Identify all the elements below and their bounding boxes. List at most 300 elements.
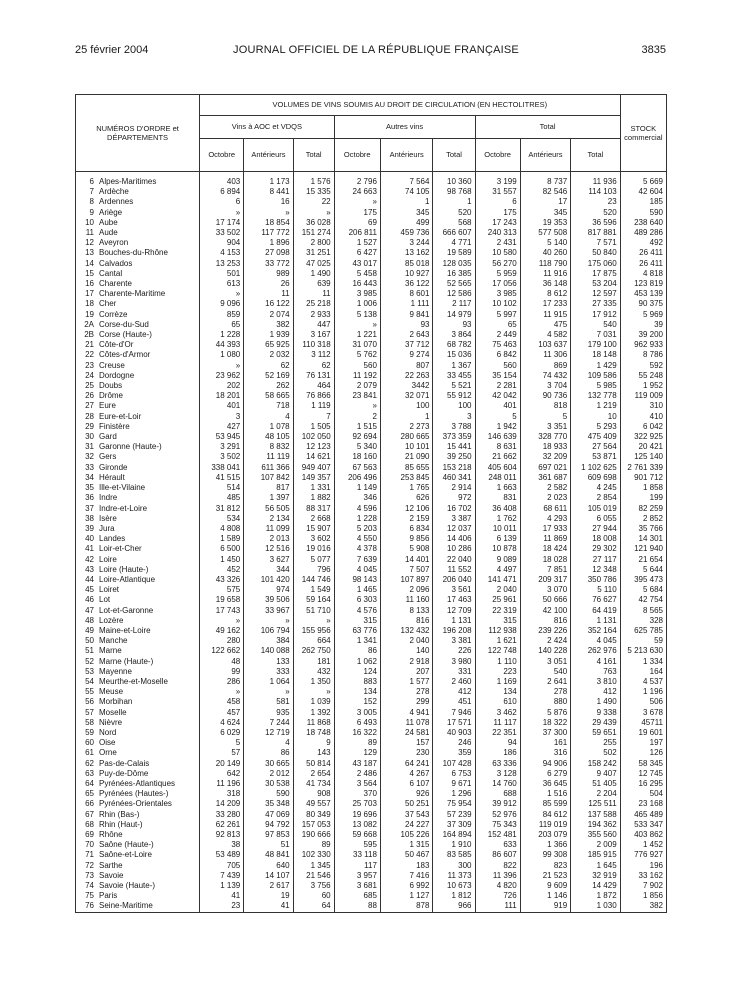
- value-cell: 39: [620, 320, 666, 330]
- value-cell: 11 078: [380, 718, 433, 728]
- value-cell: 831: [475, 493, 520, 503]
- value-cell: 3442: [380, 381, 433, 391]
- dept-name: Isère: [99, 513, 117, 523]
- value-cell: 12 597: [571, 289, 620, 299]
- dept-name: Charente-Maritime: [99, 289, 166, 299]
- dept-cell: [76, 381, 200, 391]
- value-cell: 86 607: [475, 850, 520, 860]
- value-cell: 14 209: [200, 799, 244, 809]
- dept-name: Indre: [99, 493, 118, 503]
- value-cell: 185: [620, 197, 666, 207]
- value-cell: 19 589: [433, 248, 475, 258]
- value-cell: 17 571: [433, 718, 475, 728]
- value-cell: 125 511: [571, 799, 620, 809]
- value-cell: 2 668: [293, 514, 334, 524]
- value-cell: 62 261: [200, 820, 244, 830]
- value-cell: 17 875: [571, 269, 620, 279]
- dept-cell: [76, 748, 200, 758]
- value-cell: 262 976: [571, 646, 620, 656]
- value-cell: 59 651: [571, 728, 620, 738]
- value-cell: 157 053: [293, 820, 334, 830]
- value-cell: 12 586: [433, 289, 475, 299]
- value-cell: 31 812: [200, 504, 244, 514]
- value-cell: 10 360: [433, 172, 475, 188]
- table-row: [76, 172, 667, 188]
- value-cell: 12 709: [433, 606, 475, 616]
- dept-number: 45: [85, 585, 94, 595]
- value-cell: 64 241: [380, 759, 433, 769]
- value-cell: 5 110: [571, 585, 620, 595]
- table-row: [76, 840, 667, 850]
- value-cell: 4 624: [200, 718, 244, 728]
- value-cell: 3 291: [200, 442, 244, 452]
- dept-cell: [76, 330, 200, 340]
- value-cell: 316: [520, 748, 570, 758]
- value-cell: 1 939: [244, 330, 293, 340]
- value-cell: 16 385: [433, 269, 475, 279]
- dept-number: 36: [85, 493, 94, 503]
- value-cell: 19 601: [620, 728, 666, 738]
- table-row: [76, 524, 667, 534]
- dept-cell: [76, 861, 200, 871]
- value-cell: 105 019: [571, 504, 620, 514]
- value-cell: 10 286: [433, 544, 475, 554]
- value-cell: 25 703: [334, 799, 380, 809]
- value-cell: 1 196: [620, 687, 666, 697]
- value-cell: 22 040: [433, 555, 475, 565]
- value-cell: 37 543: [380, 810, 433, 820]
- value-cell: 3 561: [433, 585, 475, 595]
- dept-name: Maine-et-Loire: [99, 625, 151, 635]
- header-page-number: 3835: [641, 44, 666, 56]
- value-cell: 51 405: [571, 779, 620, 789]
- dept-number: 27: [85, 401, 94, 411]
- dept-cell: [76, 677, 200, 687]
- value-cell: 880: [520, 697, 570, 707]
- value-cell: 328 770: [520, 432, 570, 442]
- value-cell: 50 467: [380, 850, 433, 860]
- dept-number: 31: [85, 442, 94, 452]
- dept-column-header: [76, 95, 200, 172]
- table-row: [76, 422, 667, 432]
- value-cell: 37 300: [520, 728, 570, 738]
- value-cell: 199: [620, 493, 666, 503]
- value-cell: 3 627: [244, 555, 293, 565]
- value-cell: 2 486: [334, 769, 380, 779]
- value-cell: 90 736: [520, 391, 570, 401]
- dept-cell: [76, 371, 200, 381]
- value-cell: 151 274: [293, 228, 334, 238]
- value-cell: 2 914: [433, 483, 475, 493]
- value-cell: 3 864: [433, 330, 475, 340]
- value-cell: 328: [620, 616, 666, 626]
- value-cell: 11 552: [433, 565, 475, 575]
- value-cell: 12 516: [244, 544, 293, 554]
- dept-cell: [76, 595, 200, 605]
- dept-number: 13: [85, 248, 94, 258]
- dept-name: Morbihan: [99, 697, 133, 707]
- table-row: [76, 259, 667, 269]
- value-cell: 666 607: [433, 228, 475, 238]
- value-cell: 17 243: [475, 218, 520, 228]
- dept-cell: [76, 172, 200, 188]
- value-cell: 1: [380, 412, 433, 422]
- value-cell: 1 515: [334, 422, 380, 432]
- value-cell: 2 013: [244, 534, 293, 544]
- dept-number: 8: [89, 197, 94, 207]
- dept-cell: [76, 636, 200, 646]
- value-cell: 818: [520, 401, 570, 411]
- value-cell: 140 088: [244, 646, 293, 656]
- value-cell: 69: [334, 218, 380, 228]
- value-cell: 3 756: [293, 881, 334, 891]
- value-cell: 18 322: [520, 718, 570, 728]
- value-cell: 8 631: [475, 442, 520, 452]
- dept-name: Ariège: [99, 207, 123, 217]
- value-cell: 4 045: [571, 636, 620, 646]
- dept-cell: [76, 401, 200, 411]
- dept-cell: [76, 493, 200, 503]
- value-cell: 8 601: [380, 289, 433, 299]
- value-cell: 6 427: [334, 248, 380, 258]
- value-cell: 459 736: [380, 228, 433, 238]
- value-cell: 5 213 630: [620, 646, 666, 656]
- value-cell: 5 340: [334, 442, 380, 452]
- value-cell: 30 538: [244, 779, 293, 789]
- dept-cell: [76, 452, 200, 462]
- value-cell: 346: [334, 493, 380, 503]
- value-cell: 410: [620, 412, 666, 422]
- value-cell: 105 226: [380, 830, 433, 840]
- dept-name: Corrèze: [99, 309, 128, 319]
- value-cell: 1 080: [200, 350, 244, 360]
- value-cell: 92 813: [200, 830, 244, 840]
- value-cell: 32 071: [380, 391, 433, 401]
- value-cell: 4 045: [334, 565, 380, 575]
- table-row: [76, 208, 667, 218]
- table-row: [76, 708, 667, 718]
- dept-cell: [76, 412, 200, 422]
- dept-name: Ardèche: [99, 187, 129, 197]
- value-cell: 262 750: [293, 646, 334, 656]
- value-cell: 5 876: [520, 708, 570, 718]
- dept-name: Meurthe-et-Moselle: [99, 676, 168, 686]
- value-cell: 22 351: [475, 728, 520, 738]
- dept-name: Drôme: [99, 391, 124, 401]
- dept-number: 11: [85, 228, 94, 238]
- value-cell: 35 154: [475, 371, 520, 381]
- value-cell: 1 228: [200, 330, 244, 340]
- dept-number: 28: [85, 411, 94, 421]
- dept-name: Loir-et-Cher: [99, 544, 142, 554]
- dept-cell: [76, 218, 200, 228]
- value-cell: 11 192: [334, 371, 380, 381]
- value-cell: 8 832: [244, 442, 293, 452]
- value-cell: 207: [380, 667, 433, 677]
- value-cell: 51 710: [293, 606, 334, 616]
- value-cell: 92 694: [334, 432, 380, 442]
- value-cell: 506: [620, 697, 666, 707]
- dept-name: Côte-d'Or: [99, 340, 134, 350]
- header-date: 25 février 2004: [75, 44, 149, 56]
- value-cell: 485: [200, 493, 244, 503]
- value-cell: 19: [244, 891, 293, 901]
- value-cell: »: [334, 197, 380, 207]
- value-cell: 43 326: [200, 575, 244, 585]
- value-cell: 85 599: [520, 799, 570, 809]
- value-cell: 361 687: [520, 473, 570, 483]
- value-cell: »: [200, 208, 244, 218]
- value-cell: 382: [244, 320, 293, 330]
- dept-cell: [76, 891, 200, 901]
- dept-number: 14: [85, 258, 94, 268]
- value-cell: 65: [475, 320, 520, 330]
- value-cell: 60: [293, 891, 334, 901]
- value-cell: 3 005: [334, 708, 380, 718]
- dept-cell: [76, 585, 200, 595]
- table-row: [76, 799, 667, 809]
- dept-name: Sarthe: [99, 860, 123, 870]
- autres-octobre-header: Octobre: [334, 138, 380, 171]
- value-cell: 796: [293, 565, 334, 575]
- value-cell: 776 927: [620, 850, 666, 860]
- table-row: [76, 442, 667, 452]
- value-cell: 322 925: [620, 432, 666, 442]
- dept-number: 63: [85, 768, 94, 778]
- table-row: [76, 901, 667, 912]
- dept-name: Corse-du-Sud: [99, 319, 149, 329]
- value-cell: 19 353: [520, 218, 570, 228]
- value-cell: 50 840: [571, 248, 620, 258]
- value-cell: 21 654: [620, 555, 666, 565]
- value-cell: 1 505: [293, 422, 334, 432]
- table-row: [76, 606, 667, 616]
- value-cell: 452: [200, 565, 244, 575]
- value-cell: 6 894: [200, 187, 244, 197]
- value-cell: 29 439: [571, 718, 620, 728]
- value-cell: 1 882: [293, 493, 334, 503]
- value-cell: 152: [334, 697, 380, 707]
- value-cell: 625 785: [620, 626, 666, 636]
- dept-name: Bouches-du-Rhône: [99, 248, 168, 258]
- value-cell: 7 416: [380, 871, 433, 881]
- value-cell: 57: [200, 748, 244, 758]
- value-cell: 4: [244, 738, 293, 748]
- dept-number: 65: [85, 789, 94, 799]
- value-cell: 93: [433, 320, 475, 330]
- value-cell: 16 443: [334, 279, 380, 289]
- value-cell: 1 452: [620, 840, 666, 850]
- value-cell: »: [200, 687, 244, 697]
- table-row: [76, 310, 667, 320]
- value-cell: 540: [520, 667, 570, 677]
- table-row: [76, 657, 667, 667]
- value-cell: 26: [244, 279, 293, 289]
- value-cell: 117: [334, 861, 380, 871]
- value-cell: 107 897: [380, 575, 433, 585]
- value-cell: 7 639: [334, 555, 380, 565]
- table-row: [76, 891, 667, 901]
- value-cell: 3 167: [293, 330, 334, 340]
- value-cell: 149 357: [293, 473, 334, 483]
- value-cell: 590: [620, 208, 666, 218]
- value-cell: 8 133: [380, 606, 433, 616]
- dept-cell: [76, 310, 200, 320]
- table-row: [76, 371, 667, 381]
- value-cell: 4 818: [620, 269, 666, 279]
- value-cell: 2 273: [380, 422, 433, 432]
- value-cell: 9 274: [380, 350, 433, 360]
- dept-name: Loire (Haute-): [99, 564, 149, 574]
- autres-subheader: Autres vins: [334, 115, 475, 138]
- value-cell: 42 604: [620, 187, 666, 197]
- dept-cell: [76, 269, 200, 279]
- value-cell: 609 698: [571, 473, 620, 483]
- value-cell: 344: [244, 565, 293, 575]
- value-cell: 1 345: [293, 861, 334, 871]
- dept-name: Orne: [99, 748, 117, 758]
- dept-cell: [76, 463, 200, 473]
- value-cell: 157: [380, 738, 433, 748]
- value-cell: 575: [200, 585, 244, 595]
- value-cell: 3 502: [200, 452, 244, 462]
- value-cell: 1 062: [334, 657, 380, 667]
- table-row: [76, 636, 667, 646]
- autres-total-header: Total: [433, 138, 475, 171]
- value-cell: 42 100: [520, 606, 570, 616]
- value-cell: 75 343: [475, 820, 520, 830]
- value-cell: 82 259: [620, 504, 666, 514]
- table-row: [76, 555, 667, 565]
- dept-cell: [76, 442, 200, 452]
- dept-name: Calvados: [99, 258, 133, 268]
- value-cell: 2 096: [380, 585, 433, 595]
- value-cell: 5 138: [334, 310, 380, 320]
- dept-number: 50: [85, 636, 94, 646]
- dept-number: 19: [85, 309, 94, 319]
- value-cell: 492: [620, 238, 666, 248]
- dept-name: Pyrénées-Orientales: [99, 799, 172, 809]
- dept-cell: [76, 514, 200, 524]
- value-cell: 11 117: [475, 718, 520, 728]
- table-row: [76, 687, 667, 697]
- table-row: [76, 361, 667, 371]
- table-row: [76, 452, 667, 462]
- value-cell: 57 239: [433, 810, 475, 820]
- value-cell: 59 164: [293, 595, 334, 605]
- value-cell: 158 242: [571, 759, 620, 769]
- value-cell: 664: [293, 636, 334, 646]
- value-cell: 869: [520, 361, 570, 371]
- value-cell: 197: [620, 738, 666, 748]
- value-cell: 534: [200, 514, 244, 524]
- dept-number: 58: [85, 717, 94, 727]
- value-cell: 726: [475, 891, 520, 901]
- value-cell: 50 814: [293, 759, 334, 769]
- dept-number: 33: [85, 462, 94, 472]
- value-cell: 9 841: [380, 310, 433, 320]
- value-cell: 2 032: [244, 350, 293, 360]
- value-cell: 36 645: [520, 779, 570, 789]
- table-row: [76, 320, 667, 330]
- value-cell: 1 078: [244, 422, 293, 432]
- total-octobre-header: Octobre: [475, 138, 520, 171]
- value-cell: 101 420: [244, 575, 293, 585]
- value-cell: 2 159: [380, 514, 433, 524]
- value-cell: 23 168: [620, 799, 666, 809]
- value-cell: 908: [293, 789, 334, 799]
- value-cell: 432: [293, 667, 334, 677]
- value-cell: 102 330: [293, 850, 334, 860]
- dept-number: 72: [85, 860, 94, 870]
- value-cell: 33 118: [334, 850, 380, 860]
- value-cell: 697 021: [520, 463, 570, 473]
- dept-name: Savoie: [99, 870, 124, 880]
- value-cell: 41: [244, 901, 293, 912]
- value-cell: 22: [293, 197, 334, 207]
- value-cell: 75 954: [433, 799, 475, 809]
- value-cell: 18 748: [293, 728, 334, 738]
- dept-name: Nord: [99, 727, 117, 737]
- value-cell: »: [200, 289, 244, 299]
- dept-cell: [76, 901, 200, 912]
- value-cell: 21 662: [475, 452, 520, 462]
- value-cell: 164 894: [433, 830, 475, 840]
- value-cell: 1 127: [380, 891, 433, 901]
- value-cell: 501: [200, 269, 244, 279]
- value-cell: 152 481: [475, 830, 520, 840]
- value-cell: 106 794: [244, 626, 293, 636]
- total-anterieurs-header: Antérieurs: [520, 138, 570, 171]
- dept-cell: [76, 187, 200, 197]
- value-cell: 124: [334, 667, 380, 677]
- value-cell: 26 411: [620, 248, 666, 258]
- value-cell: 6 029: [200, 728, 244, 738]
- dept-header-label: NUMÉROS D'ORDRE et DÉPARTEMENTS: [96, 124, 179, 142]
- value-cell: 6: [200, 197, 244, 207]
- dept-number: 25: [85, 381, 94, 391]
- dept-cell: [76, 830, 200, 840]
- value-cell: 83 585: [433, 850, 475, 860]
- value-cell: 89: [334, 738, 380, 748]
- dept-name: Marne: [99, 646, 122, 656]
- value-cell: 50 666: [520, 595, 570, 605]
- value-cell: 9 407: [571, 769, 620, 779]
- value-cell: 33 502: [200, 228, 244, 238]
- value-cell: »: [244, 687, 293, 697]
- value-cell: 1 762: [475, 514, 520, 524]
- value-cell: 94: [475, 738, 520, 748]
- value-cell: 62: [293, 361, 334, 371]
- value-cell: 194 362: [571, 820, 620, 830]
- table-row: [76, 769, 667, 779]
- value-cell: 412: [571, 687, 620, 697]
- value-cell: 133: [244, 657, 293, 667]
- value-cell: 7 031: [571, 330, 620, 340]
- value-cell: 14 621: [293, 452, 334, 462]
- value-cell: 10 102: [475, 299, 520, 309]
- value-cell: 1 146: [520, 891, 570, 901]
- value-cell: 123 819: [620, 279, 666, 289]
- value-cell: 3 351: [520, 422, 570, 432]
- value-cell: 110 318: [293, 340, 334, 350]
- value-cell: »: [293, 687, 334, 697]
- value-cell: 447: [293, 320, 334, 330]
- dept-name: Gironde: [99, 462, 128, 472]
- table-row: [76, 279, 667, 289]
- value-cell: 1: [433, 197, 475, 207]
- value-cell: 9 856: [380, 534, 433, 544]
